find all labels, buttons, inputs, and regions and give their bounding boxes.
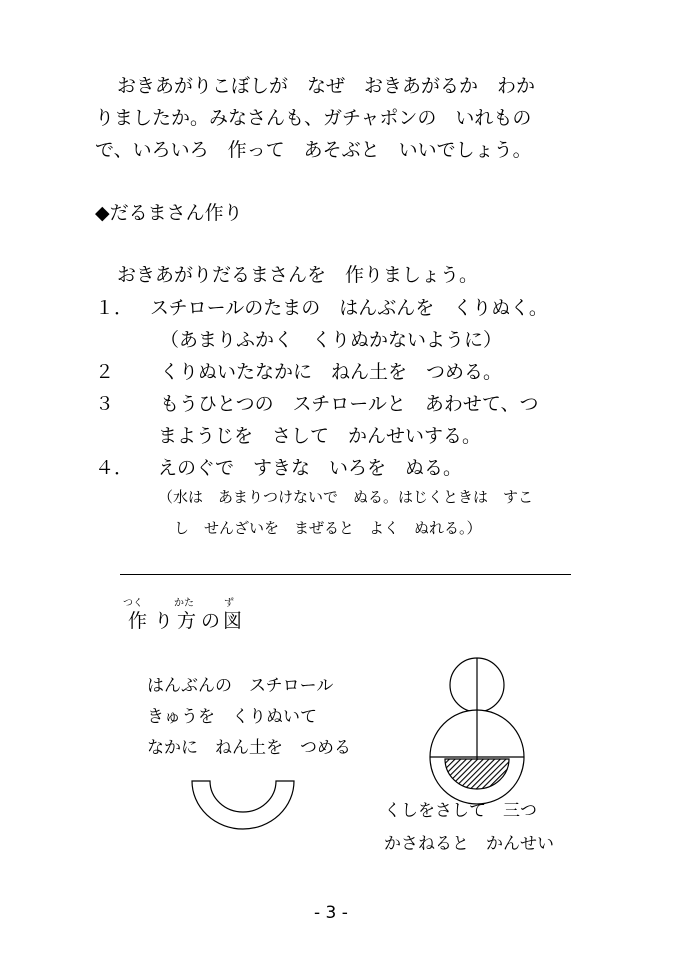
figure-title-char-1: 作	[128, 610, 148, 632]
section-lead: おきあがりだるまさんを 作りましょう。	[117, 264, 479, 286]
note-line-2: し せんざいを まぜると よく ぬれる。）	[174, 519, 482, 537]
right-caption-2: かさねると かんせい	[384, 834, 554, 854]
ruby-tsuku: つく	[123, 598, 143, 609]
intro-line-2: りましたか。みなさんも、ガチャポンの いれもの	[95, 107, 532, 129]
intro-line-1: おきあがりこぼしが なぜ おきあがるか わか	[117, 75, 536, 97]
page-number: - 3 -	[314, 903, 348, 923]
figure-title-char-4: の	[201, 610, 221, 632]
ruby-kata: かた	[174, 598, 194, 609]
left-caption-2: きゅうを くりぬいて	[147, 707, 317, 727]
step-text-3b: まようじを さして かんせいする。	[158, 425, 482, 447]
step-text-1b: （あまりふかく くりぬかないように）	[160, 329, 503, 351]
section-heading: ◆だるまさん作り	[95, 202, 243, 224]
figure-title-char-5: 図	[223, 610, 243, 632]
intro-line-3: で、いろいろ 作って あそぶと いいでしょう。	[95, 139, 532, 161]
left-caption-1: はんぶんの スチロール	[147, 676, 334, 696]
step-text-1: スチロールのたまの はんぶんを くりぬく。	[150, 297, 548, 319]
figure-title-char-3: 方	[177, 610, 197, 632]
right-caption-1: くしをさして 三つ	[384, 801, 537, 821]
step-text-3: もうひとつの スチロールと あわせて、つ	[160, 393, 539, 415]
ruby-zu: ず	[224, 598, 234, 609]
hollow-half-ball-drawing	[190, 780, 296, 830]
step-num-3: ３	[95, 393, 115, 415]
note-line-1: （水は あまりつけないで ぬる。はじくときは すこ	[158, 488, 534, 506]
step-text-4: えのぐで すきな いろを ぬる。	[158, 457, 463, 479]
step-num-2: ２	[95, 361, 115, 383]
figure-title-char-2: り	[154, 610, 174, 632]
left-caption-3: なかに ねん土を つめる	[147, 738, 351, 758]
divider	[120, 574, 571, 575]
daruma-drawing	[420, 652, 550, 802]
step-num-4: ４．	[95, 457, 134, 479]
step-text-2: くりぬいたなかに ねん土を つめる。	[160, 361, 503, 383]
step-num-1: １．	[95, 297, 134, 319]
